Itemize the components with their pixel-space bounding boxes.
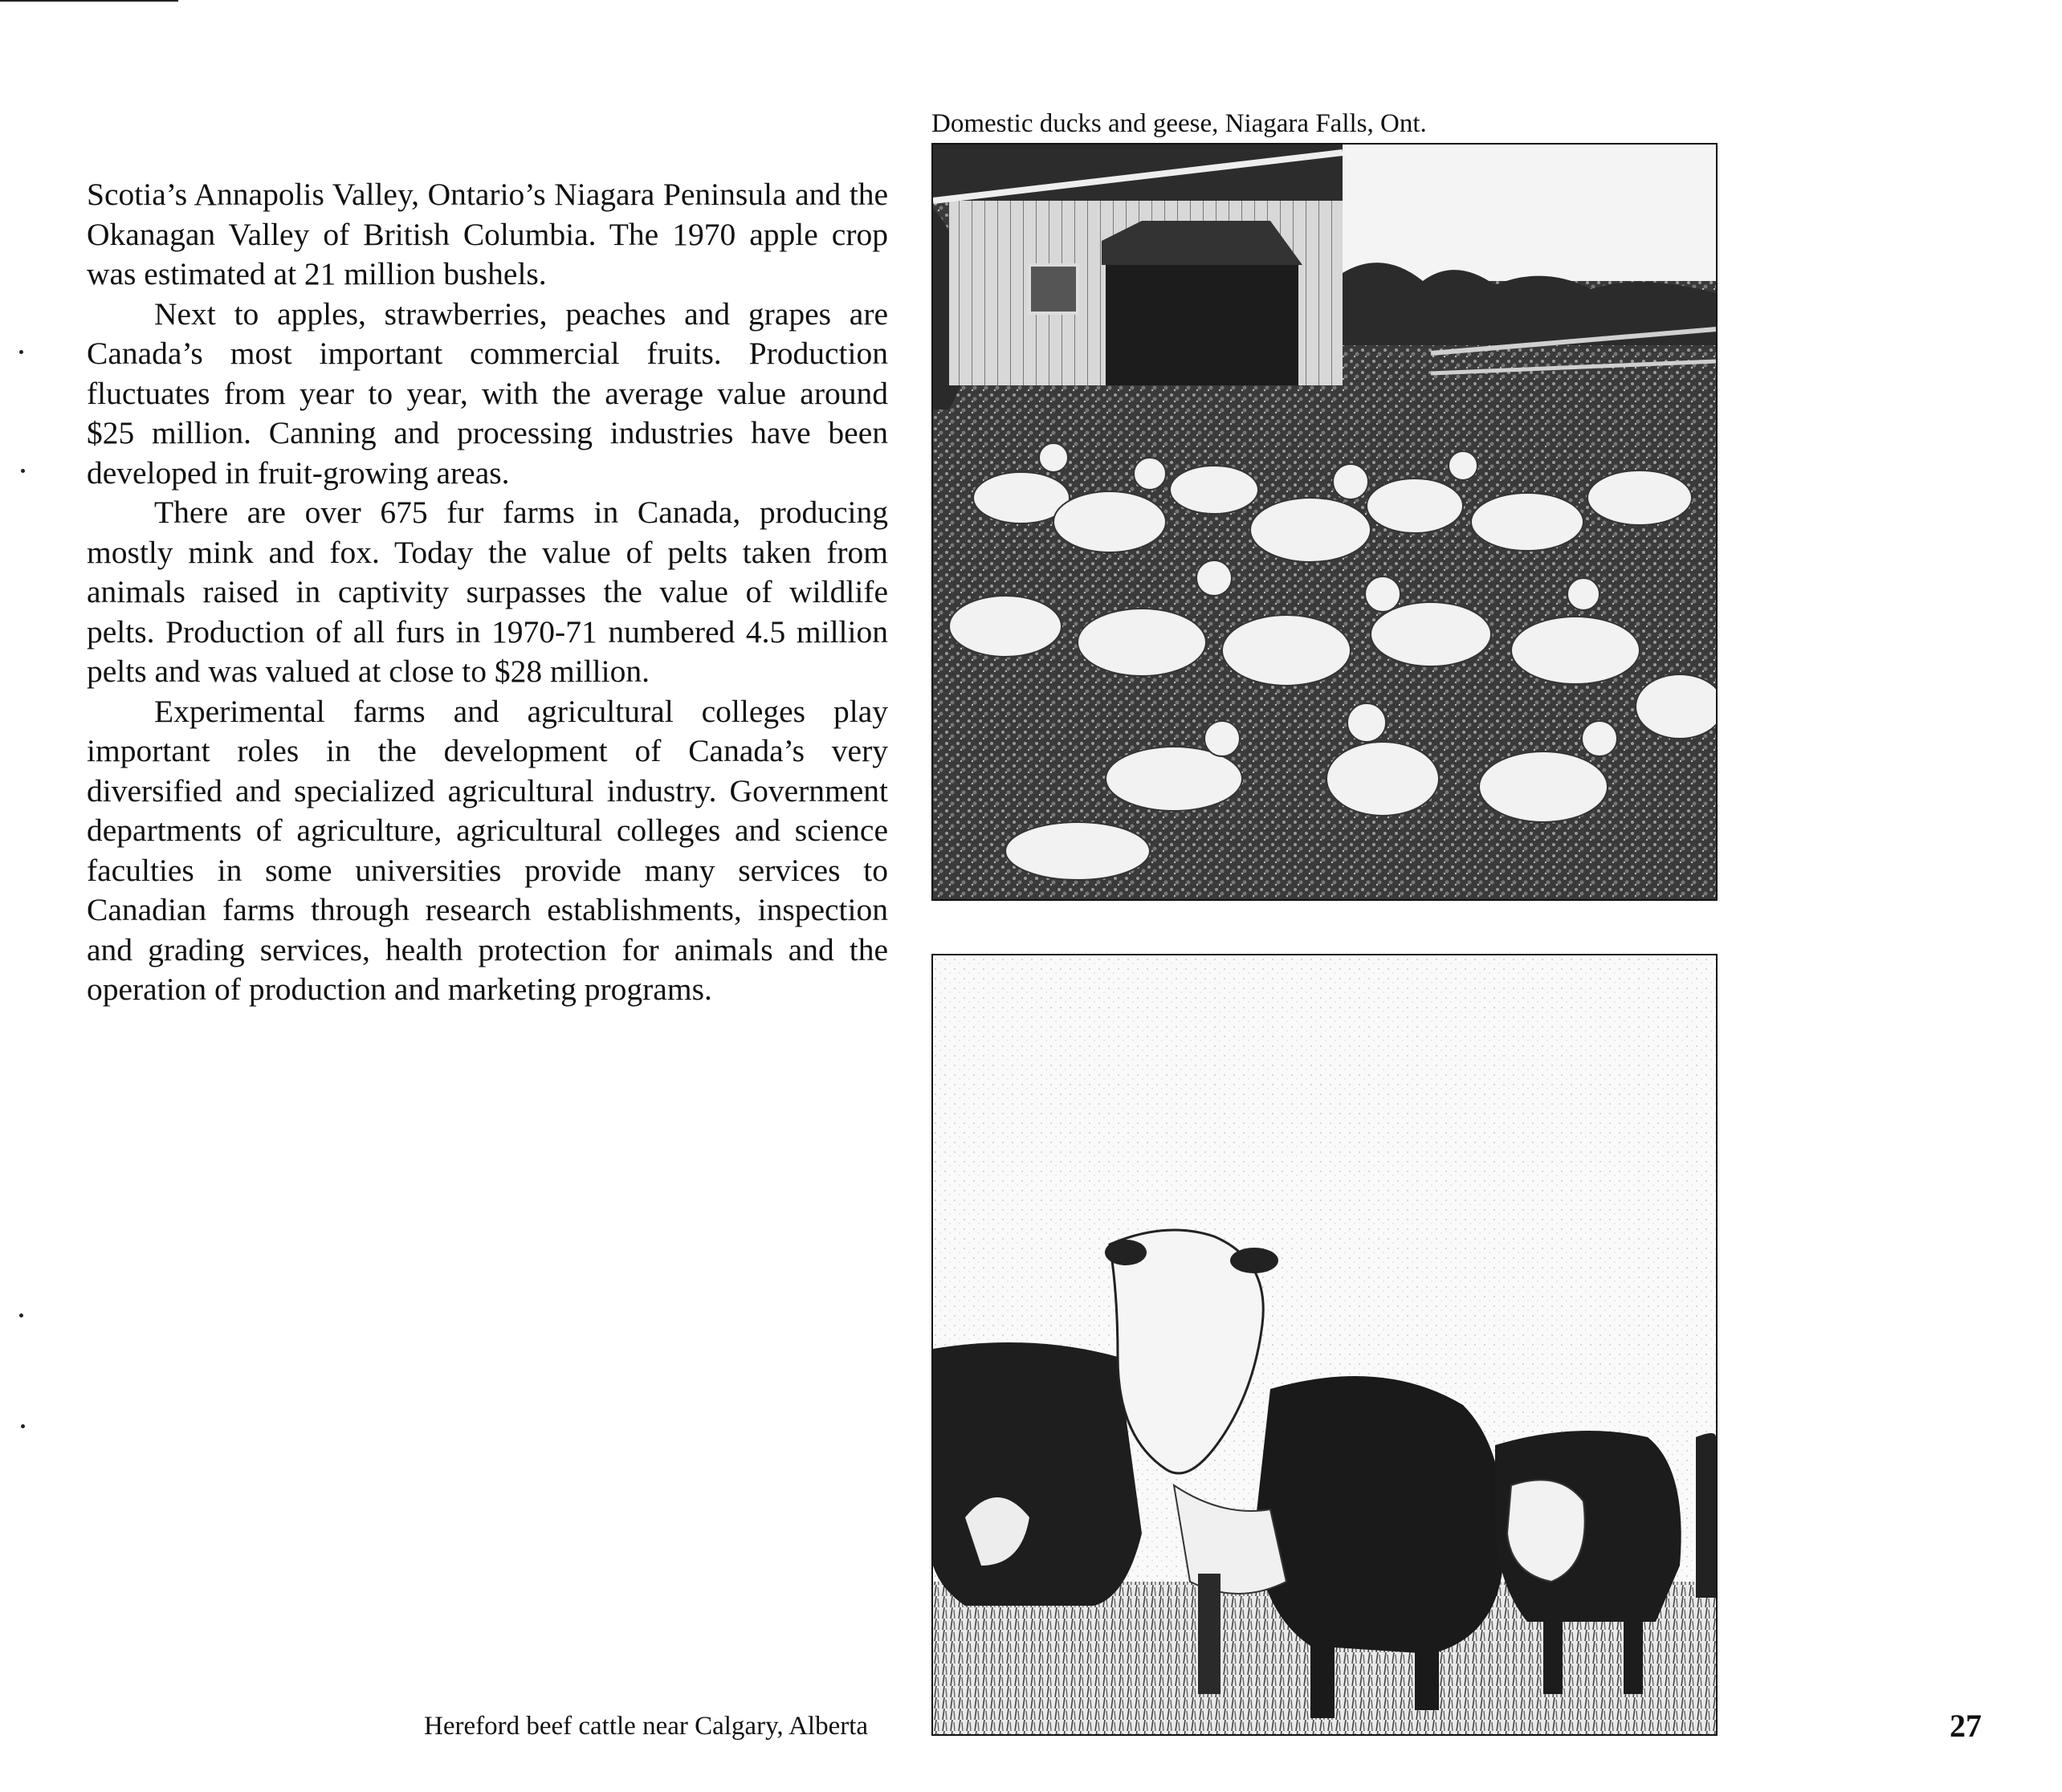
paragraph: Experimental farms and agricultural colleges play important roles in the development of Canada’s very diversified and specialized agricultural industry. Government departments of agriculture, agricultural colleges and science faculties in some universities provide many services to Canadian farms through research establishments, inspection and grading services, health protection for animals and the operation of production and marketing programs. [87,693,888,1007]
print-speck [21,469,25,473]
paragraph: There are over 675 fur farms in Canada, producing mostly mink and fox. Today the value of pelts taken from animals raised in captivity surpasses the value of wildlife pelts. Production of all furs in 1970-71 numbered 4.5 million pelts and was valued at close to $28 million. [87,495,888,689]
ducks-and-geese-photo [931,143,1718,901]
print-speck [21,1424,25,1428]
bottom-photo-caption: Hereford beef cattle near Calgary, Alberta [424,1712,869,1741]
top-photo-caption: Domestic ducks and geese, Niagara Falls, Ont. [931,109,1427,138]
hereford-cattle-photo [931,954,1718,1736]
paragraph: Scotia’s Annapolis Valley, Ontario’s Niagara Peninsula and the Okanagan Valley of British Columbia. The 1970 apple crop was estimated at 21 million bushels. [87,177,888,291]
paragraph: Next to apples, strawberries, peaches and grapes are Canada’s most important commercial fruits. Production fluctuates from year to year, with the average value around $25 million. Canning and processing industries have been developed in fruit-growing areas. [87,295,888,491]
page-number: 27 [1950,1708,1982,1744]
print-speck [19,1313,23,1318]
corner-rule [0,0,178,2]
print-speck [19,350,23,354]
body-text-column [87,175,888,1010]
